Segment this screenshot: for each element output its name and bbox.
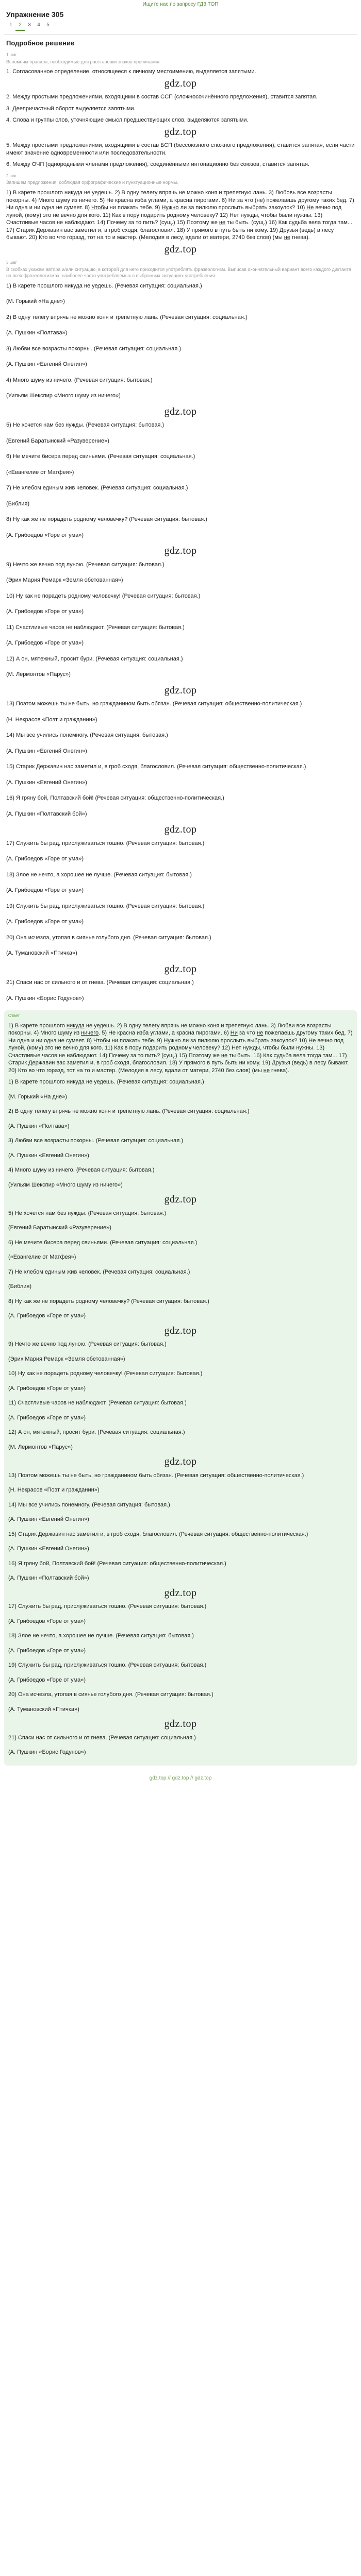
source-line: (Н. Некрасов «Поэт и гражданин») <box>6 716 97 723</box>
source-line: (А. Пушкин «Евгений Онегин») <box>6 748 87 754</box>
sentence-line: 8) Ну как же не порадеть родному человечку? (Речевая ситуация: бытовая.) <box>6 516 207 523</box>
sentence-line: 11) Счастливые часов не наблюдают. (Речевая ситуация: бытовая.) <box>8 1400 187 1406</box>
source-line: (А. Пушкин «Евгений Онегин») <box>6 779 87 786</box>
step-note-1: Вспомним правила, необходимые для расстановки знаков препинания. <box>6 59 161 64</box>
source-line: (Библия) <box>6 500 30 507</box>
sentence-line: 2) В одну телегу впрячь не можно коня и трепетную лань. (Речевая ситуация: социальная.) <box>6 314 248 320</box>
sentence-line: 10) Ну как не порадеть родному человечку! (Речевая ситуация: бытовая.) <box>6 592 201 599</box>
source-line: (А. Грибоедов «Горе от ума») <box>8 1414 86 1421</box>
source-line: (А. Пушкин «Полтава») <box>8 1123 70 1129</box>
source-line: (А. Пушкин «Борис Годунов») <box>6 995 84 1002</box>
footer-links[interactable]: gdz.top // gdz.top // gdz.top <box>149 1775 212 1781</box>
source-line: («Евангелие от Матфея») <box>6 469 74 476</box>
watermark: gdz.top <box>164 126 197 138</box>
rule-item: 4. Слова и группы слов, уточняющие смысл предшествующих слов, выделяются запятыми. <box>6 117 249 124</box>
rule-item: 5. Между простыми предложениями, входящими в состав БСП (бессоюзного сложного предложения), ставится запятая, если части имеют значение одновременности или последовательности. <box>6 142 355 156</box>
sentence-line: 3) Любви все возрасты покорны. (Речевая ситуация: социальная.) <box>8 1138 183 1144</box>
watermark: gdz.top <box>164 963 197 975</box>
answer-sentences <box>6 1078 355 1756</box>
step-note-3: В скобках укажем автора и/или ситуацию, в которой для него приходится употреблять фразеологизм. Выписав окончательный вариант всего каждого диктанта на всех фразеологизмах, наиболее часто употребляемых в выбранных ситуациях употребления. <box>6 266 351 278</box>
rule-item: 2. Между простыми предложениями, входящими в состав ССП (сложносочинённого предложения), ставится запятая. <box>6 94 318 100</box>
source-line: (М. Лермонтов «Парус») <box>6 671 71 678</box>
sentence-line: 1) В карете прошлого никуда не уедешь. (Речевая ситуация: социальная.) <box>6 282 202 289</box>
sentence-line: 20) Она исчезла, утопая в сиянье голубого дня. (Речевая ситуация: бытовая.) <box>6 934 211 941</box>
source-line: (А. Пушкин «Евгений Онегин») <box>6 361 87 368</box>
divider <box>4 34 357 35</box>
watermark: gdz.top <box>164 824 197 836</box>
source-line: (М. Горький «На дне») <box>6 298 65 305</box>
pager-tab-5[interactable]: 5 <box>46 22 50 28</box>
sentence-line: 7) Не хлебом единым жив человек. (Речевая ситуация: социальная.) <box>8 1268 190 1275</box>
watermark: gdz.top <box>164 684 197 696</box>
rules-list <box>4 68 357 172</box>
source-line: (А. Грибоедов «Горе от ума») <box>8 1676 86 1683</box>
sentence-line: 15) Старик Державин нас заметил и, в гроб сходя, благословил. (Речевая ситуация: общественно-политическая.) <box>6 764 306 770</box>
source-line: (Эрих Мария Ремарк «Земля обетованная») <box>8 1355 125 1362</box>
sentence-line: 7) Не хлебом единым жив человек. (Речевая ситуация: социальная.) <box>6 485 188 492</box>
sentence-line: 9) Нечто же вечно под луною. (Речевая ситуация: бытовая.) <box>6 561 165 568</box>
source-line: (А. Грибоедов «Горе от ума») <box>8 1618 86 1624</box>
answer-tag: Ответ <box>8 1013 20 1019</box>
sentence-line: 21) Спаси нас от сильного и от гнева. (Речевая ситуация: социальная.) <box>8 1734 196 1741</box>
sentence-line: 10) Ну как не порадеть родному человечку! (Речевая ситуация: бытовая.) <box>8 1370 203 1377</box>
sentence-line: 1) В карете прошлого никуда не уедешь. (Речевая ситуация: социальная.) <box>8 1079 204 1086</box>
page-title: Упражнение 305 <box>6 10 64 19</box>
step-label-2: 2 шаг <box>6 173 17 178</box>
pager-tab-3[interactable]: 3 <box>28 22 31 28</box>
sentence-line: 16) Я гряну бой, Полтавский бой! (Речевая ситуация: общественно-политическая.) <box>8 1560 226 1567</box>
source-line: (А. Грибоедов «Горе от ума») <box>8 1385 86 1392</box>
sentence-line: 4) Много шуму из ничего. (Речевая ситуация: бытовая.) <box>6 377 153 383</box>
sentences-list <box>4 282 357 1003</box>
source-line: (М. Горький «На дне») <box>8 1093 67 1100</box>
source-line: («Евангелие от Матфея») <box>8 1254 76 1261</box>
sentence-line: 19) Служить бы рад, прислуживаться тошно. (Речевая ситуация: бытовая.) <box>8 1662 207 1669</box>
sentence-line: 14) Мы все учились понемногу. (Речевая ситуация: бытовая.) <box>8 1501 170 1508</box>
answer-box <box>4 1010 357 1766</box>
sentence-line: 4) Много шуму из ничего. (Речевая ситуация: бытовая.) <box>8 1167 155 1174</box>
pager-tab-4[interactable]: 4 <box>37 22 40 28</box>
sentence-line: 13) Поэтом можешь ты не быть, но гражданином быть обязан. (Речевая ситуация: общественно-политическая.) <box>8 1472 304 1479</box>
source-line: (А. Пушкин «Полтавский бой») <box>6 810 87 817</box>
watermark: gdz.top <box>164 1718 197 1730</box>
source-line: (А. Тумановский «Птичка») <box>6 950 77 957</box>
sentence-line: 20) Она исчезла, утопая в сиянье голубого дня. (Речевая ситуация: бытовая.) <box>8 1691 214 1698</box>
pager-tab-2[interactable]: 2 <box>15 22 25 31</box>
sentence-line: 3) Любви все возрасты покорны. (Речевая ситуация: социальная.) <box>6 345 181 352</box>
sentence-line: 11) Счастливые часов не наблюдают. (Речевая ситуация: бытовая.) <box>6 624 185 631</box>
source-line: (А. Грибоедов «Горе от ума») <box>6 608 84 615</box>
step-label-3: 3 шаг <box>6 260 17 265</box>
sentence-line: 5) Не хочется нам без нужды. (Речевая ситуация: бытовая.) <box>6 422 165 429</box>
solution-pager <box>4 20 357 31</box>
watermark: gdz.top <box>164 405 197 417</box>
watermark: gdz.top <box>164 545 197 557</box>
sentence-line: 9) Нечто же вечно под луною. (Речевая ситуация: бытовая.) <box>8 1341 167 1348</box>
watermark: gdz.top <box>164 243 197 255</box>
sentence-line: 17) Служить бы рад, прислуживаться тошно. (Речевая ситуация: бытовая.) <box>8 1603 207 1610</box>
rule-item: 1. Согласованное определение, относящееся к личному местоимению, выделяется запятыми. <box>6 69 256 75</box>
watermark: gdz.top <box>164 1456 197 1468</box>
sentence-line: 13) Поэтом можешь ты не быть, но гражданином быть обязан. (Речевая ситуация: общественно-политическая.) <box>6 701 302 707</box>
sentence-line: 14) Мы все учились понемногу. (Речевая ситуация: бытовая.) <box>6 732 168 739</box>
sentence-line: 6) Не мечите бисера перед свиньями. (Речевая ситуация: социальная.) <box>6 453 195 460</box>
source-line: (М. Лермонтов «Парус») <box>8 1444 73 1450</box>
sentence-line: 17) Служить бы рад, прислуживаться тошно. (Речевая ситуация: бытовая.) <box>6 840 205 846</box>
source-line: (А. Пушкин «Полтава») <box>6 330 68 336</box>
sentence-line: 5) Не хочется нам без нужды. (Речевая ситуация: бытовая.) <box>8 1210 167 1216</box>
source-line: (А. Грибоедов «Горе от ума») <box>6 856 84 862</box>
source-line: (Н. Некрасов «Поэт и гражданин») <box>8 1487 100 1494</box>
sentence-line: 2) В одну телегу впрячь не можно коня и трепетную лань. (Речевая ситуация: социальная.) <box>8 1108 250 1115</box>
watermark: gdz.top <box>164 77 197 89</box>
source-line: (Уильям Шекспир «Много шуму из ничего») <box>6 393 121 399</box>
source-line: (Евгений Баратынский «Разуверение») <box>8 1225 111 1231</box>
sentence-line: 19) Служить бы рад, прислуживаться тошно. (Речевая ситуация: бытовая.) <box>6 903 205 909</box>
source-line: (Библия) <box>8 1283 32 1290</box>
watermark: gdz.top <box>164 1325 197 1336</box>
sentence-line: 18) Злое не нечто, а хорошее не лучше. (Речевая ситуация: бытовая.) <box>8 1633 194 1639</box>
source-line: (А. Пушкин «Борис Годунов») <box>8 1749 86 1756</box>
source-line: (Евгений Баратынский «Разуверение») <box>6 437 109 444</box>
source-line: (А. Грибоедов «Горе от ума») <box>8 1647 86 1654</box>
pager-tab-1[interactable]: 1 <box>9 22 12 28</box>
sentence-line: 21) Спаси нас от сильного и от гнева. (Речевая ситуация: социальная.) <box>6 979 194 986</box>
watermark: gdz.top <box>164 1194 197 1206</box>
sentence-line: 16) Я гряну бой, Полтавский бой! (Речевая ситуация: общественно-политическая.) <box>6 795 224 802</box>
source-line: (А. Грибоедов «Горе от ума») <box>6 919 84 925</box>
sentence-line: 12) А он, мятежный, просит бури. (Речевая ситуация: социальная.) <box>6 655 183 662</box>
rule-item: 6. Между ОЧП (однородными членами предложения), соединёнными интонационно без союзов, ставится запятая. <box>6 161 310 168</box>
watermark: gdz.top <box>164 1587 197 1599</box>
source-line: (А. Грибоедов «Горе от ума») <box>8 1313 86 1319</box>
sentence-line: 8) Ну как же не порадеть родному человечку? (Речевая ситуация: бытовая.) <box>8 1298 209 1304</box>
source-line: (Эрих Мария Ремарк «Земля обетованная») <box>6 577 123 584</box>
section-title: Подробное решение <box>6 39 75 47</box>
text-block: 1) В карете прошлого никуда не уедешь. 2) В одну телегу впрячь не можно коня и трепетную лань. 3) Любовь все возрасты покорны. 4) Много шуму из ничего. 5) Не красна изба углами, а красна пирогами. 6) Ни за что (не) пожелаешь другому таких бед. 7) Ни одна и ни одна не сумеет. 8) Чтобы ни плакать тебе. 9) Нужно ли за пилюлю прослыть выбрать закоулок? 10) Не вечно под луной, (кому) это не вечно для кого. 11) Как в пору подарить родному человеку? 12) Нет нужды, чтобы были нужны. 13) Счастливые часов не наблюдают. 14) Почему за то пить? (сущ.) 15) Поэтому же не ты быть. (сущ.) 16) Как судьба вела тогда там... 17) Старик Державин вас заметил и, в гроб сходя, благословил. 18) У прямого в путь быть ни кому. 19) Друзья (ведь) в лесу бывают. 20) Кто во что горазд, тот на то и мастер. (Мелодия в лесу, вдали от матери, 2740 без слов) (мы не гнева). <box>6 190 354 241</box>
source-line: (А. Грибоедов «Горе от ума») <box>6 640 84 647</box>
rule-item: 3. Деепричастный оборот выделяется запятыми. <box>6 105 136 112</box>
source-line: (А. Пушкин «Евгений Онегин») <box>8 1546 89 1552</box>
source-line: (А. Грибоедов «Горе от ума») <box>6 532 84 538</box>
sentence-line: 15) Старик Державин нас заметил и, в гроб сходя, благословил. (Речевая ситуация: общественно-политическая.) <box>8 1531 308 1537</box>
source-line: (Уильям Шекспир «Много шуму из ничего») <box>8 1181 123 1188</box>
step-note-2: Запишем предложения, соблюдая орфографические и пунктуационные нормы. <box>6 180 178 185</box>
top-search-link[interactable]: Ищите нас по запросу ГДЗ ТОП <box>142 2 219 7</box>
answer-text: 1) В карете прошлого никуда не уедешь. 2) В одну телегу впрячь не можно коня и трепетную лань. 3) Любви все возрасты покорны. 4) Много шуму из ничего. 5) Не красна изба углами, а красна пирогами. 6) Ни за что не пожелаешь другому таких бед. 7) Ни одна и ни одна не сумеет. 8) Чтобы ни плакать тебе. 9) Нужно ли за пилюлю прослыть выбрать закоулок? 10) Не вечно под луной, (кому) это не вечно для кого. 11) Как в пору подарить родному человеку? 12) Нет нужды, чтобы были нужны. 13) Счастливые часов не наблюдают. 14) Почему за то пить? (сущ.) 15) Поэтому же не ты быть. 16) Как судьба вела тогда там... 17) Старик Державин вас заметил и, в гроб сходя, благословил. 18) У прямого в путь быть ни кому. 19) Друзья (ведь) в лесу бывают. 20) Кто во что горазд, тот на то и мастер. (Мелодия в лесу, вдали от матери, 2740 без слов) (мы не гнева). <box>8 1022 353 1074</box>
source-line: (А. Пушкин «Полтавский бой») <box>8 1575 89 1582</box>
source-line: (А. Грибоедов «Горе от ума») <box>6 887 84 894</box>
sentence-line: 6) Не мечите бисера перед свиньями. (Речевая ситуация: социальная.) <box>8 1239 198 1246</box>
sentence-line: 18) Злое не нечто, а хорошее не лучше. (Речевая ситуация: бытовая.) <box>6 871 192 878</box>
step-label-1: 1 шаг <box>6 53 17 57</box>
source-line: (А. Пушкин «Евгений Онегин») <box>8 1152 89 1159</box>
source-line: (А. Пушкин «Евгений Онегин») <box>8 1516 89 1523</box>
source-line: (А. Тумановский «Птичка») <box>8 1706 79 1713</box>
sentence-line: 12) А он, мятежный, просит бури. (Речевая ситуация: социальная.) <box>8 1429 185 1436</box>
